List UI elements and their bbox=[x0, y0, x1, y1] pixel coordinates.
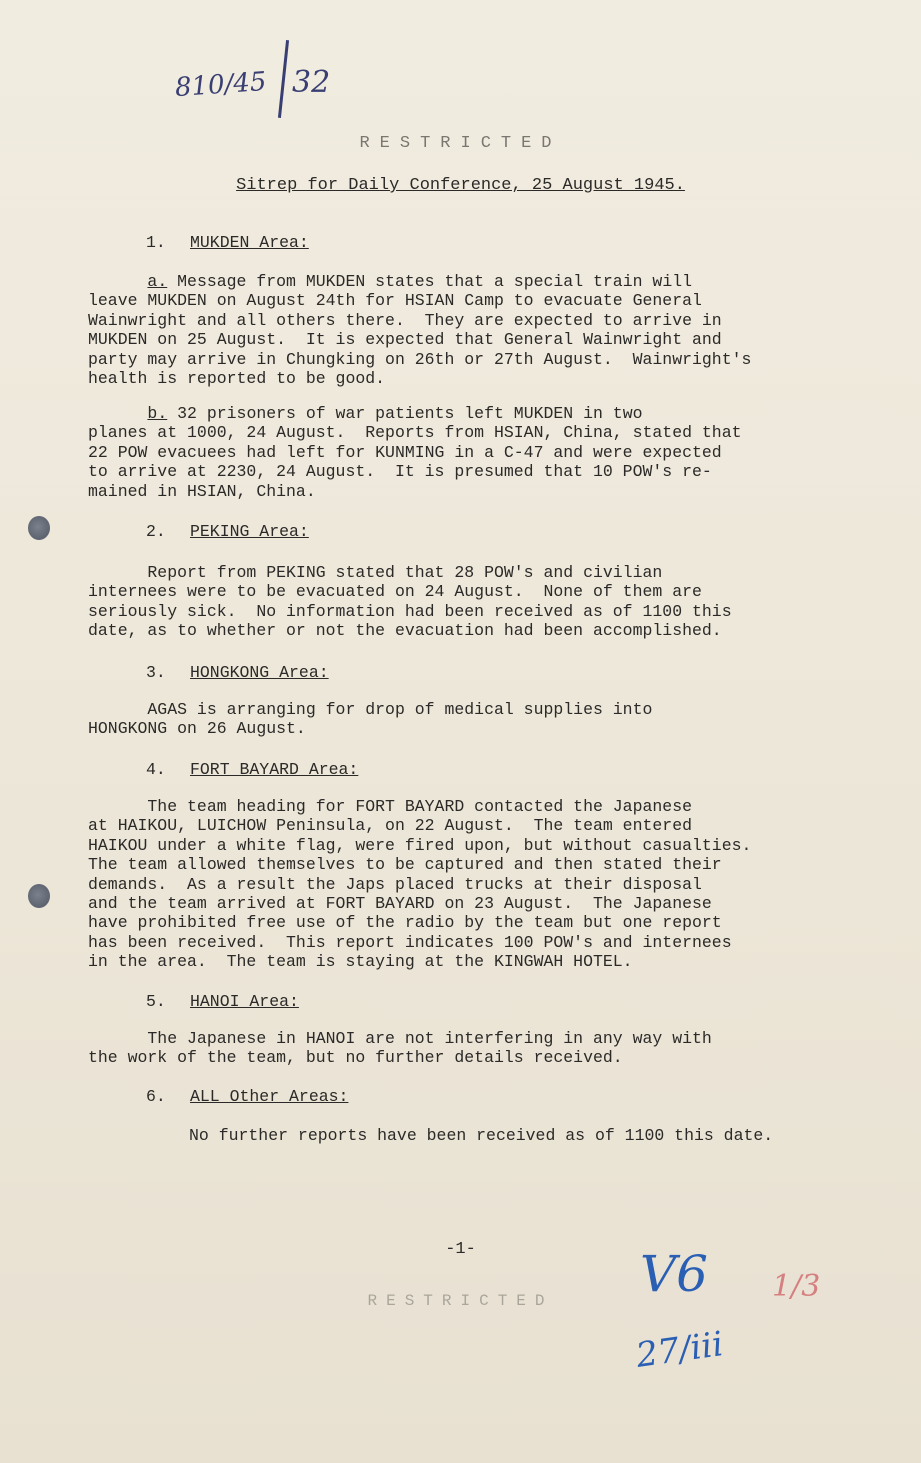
section-5-paragraph: The Japanese in HANOI are not interfering in any way with the work of the team, but no further details received. bbox=[88, 1029, 712, 1068]
section-1a-paragraph bbox=[88, 272, 751, 388]
section-number: 5. bbox=[146, 992, 166, 1011]
page-number: -1- bbox=[445, 1240, 476, 1259]
section-title: HANOI Area: bbox=[190, 992, 299, 1011]
section-2-heading bbox=[146, 522, 309, 541]
document-title: Sitrep for Daily Conference, 25 August 1945. bbox=[236, 176, 685, 195]
section-title: ALL Other Areas: bbox=[190, 1087, 349, 1106]
paragraph-label: a. bbox=[147, 272, 168, 291]
punch-hole bbox=[28, 516, 50, 540]
section-1-heading bbox=[146, 233, 309, 252]
section-2-paragraph: Report from PEKING stated that 28 POW's and civilian internees were to be evacuated on 24 August. None of them are seriously sick. No information had been received as of 1100 this date, as to whether or not the evacuation had been accomplished. bbox=[88, 563, 732, 641]
section-3-heading bbox=[146, 663, 329, 682]
section-4-heading bbox=[146, 760, 358, 779]
section-title: HONGKONG Area: bbox=[190, 663, 329, 682]
paragraph-first-line: Message from MUKDEN states that a special train will bbox=[167, 272, 693, 291]
paragraph-label: b. bbox=[147, 404, 168, 423]
handwritten-file-reference: 810/45 bbox=[174, 66, 268, 104]
section-number: 2. bbox=[146, 522, 166, 541]
restricted-stamp-top: RESTRICTED bbox=[359, 134, 562, 153]
paragraph-body: leave MUKDEN on August 24th for HSIAN Camp to evacuate General Wainwright and all others there. They are expected to arrive in MUKDEN on 25 August. It is expected that General Wainwright and party may arrive in Chungking on 26th or 27th August. Wainwright's health is reported to be good. bbox=[88, 291, 752, 389]
section-4-paragraph: The team heading for FORT BAYARD contacted the Japanese at HAIKOU, LUICHOW Peninsula, on 22 August. The team entered HAIKOU under a white flag, were fired upon, but without casualties. The team allowed themselves to be captured and then stated their demands. As a result the Japs placed trucks at their disposal and the team arrived at FORT BAYARD on 23 August. The Japanese have prohibited free use of the radio by the team but one report has been received. This report indicates 100 POW's and internees in the area. The team is staying at the KINGWAH HOTEL. bbox=[88, 797, 752, 972]
section-5-heading bbox=[146, 992, 299, 1011]
restricted-stamp-bottom: RESTRICTED bbox=[367, 1292, 554, 1310]
section-6-heading bbox=[146, 1087, 348, 1106]
section-number: 4. bbox=[146, 760, 166, 779]
section-title: PEKING Area: bbox=[190, 522, 309, 541]
paragraph-first-line: 32 prisoners of war patients left MUKDEN in two bbox=[167, 404, 643, 423]
handwritten-file-number: 32 bbox=[292, 65, 331, 100]
section-number: 1. bbox=[146, 233, 166, 252]
section-title: FORT BAYARD Area: bbox=[190, 760, 359, 779]
section-3-paragraph: AGAS is arranging for drop of medical supplies into HONGKONG on 26 August. bbox=[88, 700, 653, 739]
section-number: 3. bbox=[146, 663, 166, 682]
section-6-paragraph: No further reports have been received as of 1100 this date. bbox=[189, 1126, 774, 1145]
handwritten-separator bbox=[278, 40, 289, 118]
handwritten-blue-mark: V6 bbox=[640, 1245, 708, 1303]
handwritten-blue-initials: 27/iii bbox=[633, 1324, 726, 1376]
section-title: MUKDEN Area: bbox=[190, 233, 309, 252]
punch-hole bbox=[28, 884, 50, 908]
section-1b-paragraph bbox=[88, 404, 742, 501]
handwritten-red-marks: 1/3 bbox=[772, 1269, 821, 1304]
paragraph-body: planes at 1000, 24 August. Reports from HSIAN, China, stated that 22 POW evacuees had left for KUNMING in a C-47 and were expected to arrive at 2230, 24 August. It is presumed that 10 POW's re- mained in HSIAN, China. bbox=[88, 423, 742, 501]
section-number: 6. bbox=[146, 1087, 166, 1106]
